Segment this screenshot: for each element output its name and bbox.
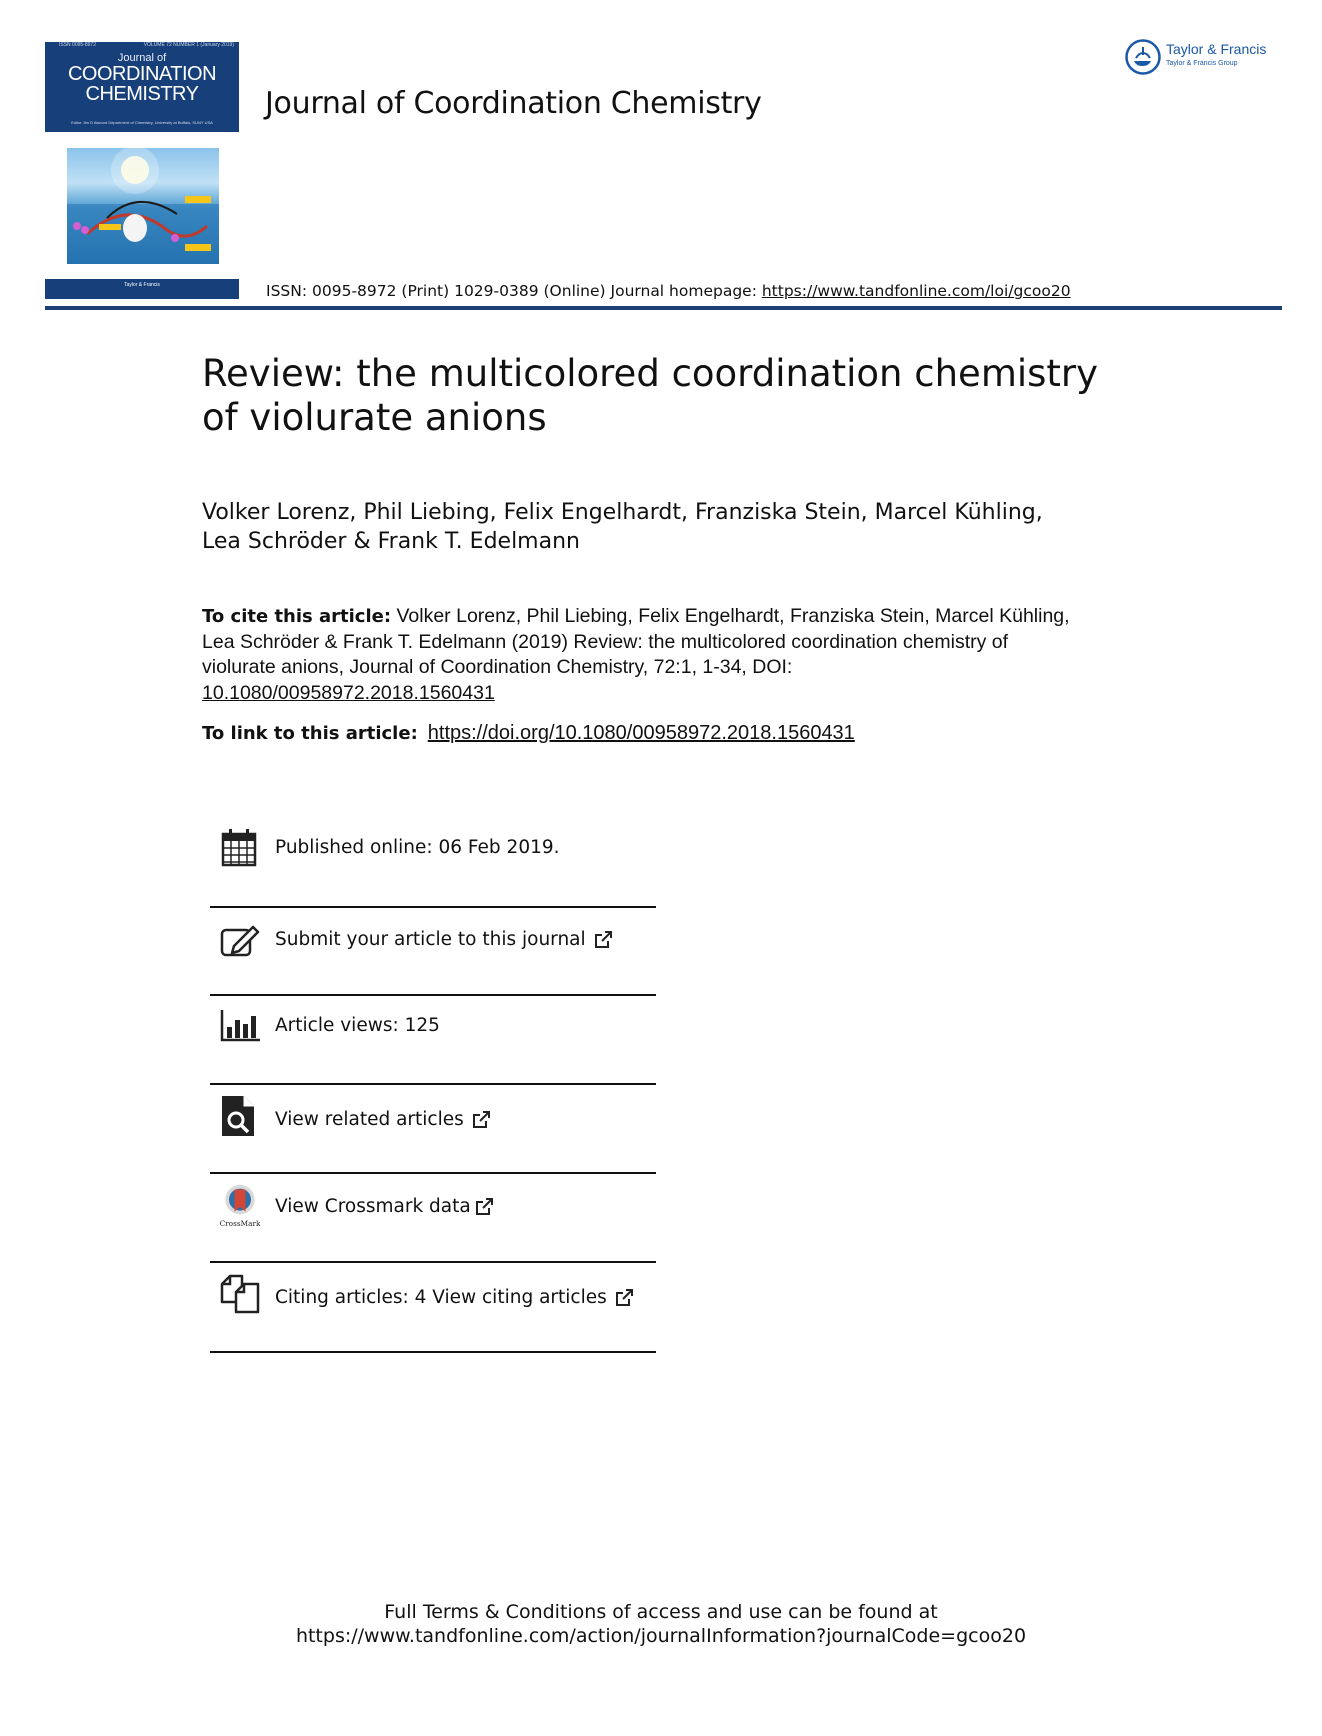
journal-title: Journal of Coordination Chemistry [265,86,762,121]
publisher-logo-icon [1124,38,1162,76]
published-online-item [210,820,656,908]
publisher-group: Taylor & Francis Group [1166,60,1238,67]
related-articles-link[interactable] [275,1109,490,1130]
issn-text: ISSN: 0095-8972 (Print) 1029-0389 (Online) Journal homepage: [266,282,762,300]
article-views-item [210,998,656,1086]
footer-terms [0,1600,1322,1648]
cover-issn: ISSN 0095-8972 [59,42,96,48]
article-authors [202,498,1202,556]
cover-illustration-graphic [67,148,219,264]
info-divider [210,1261,656,1263]
citing-articles-label: Citing articles: 4 View citing articles [275,1287,607,1308]
footer-line-1: Full Terms & Conditions of access and use can be found at [384,1601,938,1623]
crossmark-item[interactable] [210,1176,656,1264]
publisher-name: Taylor & Francis [1166,41,1267,57]
authors-line-1: Volker Lorenz, Phil Liebing, Felix Engelhardt, Franziska Stein, Marcel Kühling, [202,500,1043,525]
edit-icon [220,920,260,964]
external-link-icon [475,1198,493,1216]
article-link-label: To link to this article: [202,723,418,744]
issn-line [266,282,1071,300]
cover-editor: Editor Jim D Atwood Department of Chemistry, University at Buffalo, SUNY USA [71,120,213,125]
submit-article-item[interactable] [210,910,656,998]
header-divider [45,306,1282,310]
submit-article-label: Submit your article to this journal [275,929,586,950]
article-title-line-1: Review: the multicolored coordination chemistry [202,352,1099,395]
info-divider [210,906,656,908]
external-link-icon [615,1289,633,1307]
cover-chemistry: CHEMISTRY [85,83,199,105]
article-title [202,352,1162,440]
crossmark-caption: CrossMark [220,1219,260,1228]
cover-journal-of: Journal of [117,52,167,64]
cover-publisher: Taylor & Francis [124,282,160,288]
citation-doi-link[interactable]: 10.1080/00958972.2018.1560431 [202,681,495,704]
submit-article-link[interactable] [275,929,612,950]
journal-homepage-link[interactable]: https://www.tandfonline.com/loi/gcoo20 [761,282,1071,300]
external-link-icon [594,931,612,949]
crossmark-link[interactable] [275,1196,493,1217]
citing-articles-icon [220,1272,260,1316]
citing-articles-link[interactable] [275,1287,633,1308]
article-title-line-2: of violurate anions [202,396,547,439]
cover-journal-name [45,64,239,104]
article-views-text: Article views: 125 [275,1015,440,1036]
article-doi-link[interactable]: https://doi.org/10.1080/00958972.2018.1560431 [427,722,855,744]
publisher-logo[interactable] [1124,38,1284,78]
cover-coordination: COORDINATION [67,63,217,85]
article-link-row [202,722,855,745]
citation-label: To cite this article: [202,606,392,627]
crossmark-icon [220,1184,260,1228]
journal-cover [45,42,239,299]
document-search-icon [220,1094,260,1138]
calendar-icon [220,826,260,870]
crossmark-label: View Crossmark data [275,1196,471,1217]
citing-articles-item[interactable] [210,1266,656,1354]
cover-volume: VOLUME 72 NUMBER 1 (January 2019) [143,42,234,48]
info-divider [210,1172,656,1174]
related-articles-label: View related articles [275,1109,464,1130]
info-divider [210,1083,656,1085]
authors-line-2: Lea Schröder & Frank T. Edelmann [202,529,580,554]
info-divider [210,994,656,996]
citation-block [202,604,1082,706]
published-online-text: Published online: 06 Feb 2019. [275,837,560,858]
external-link-icon [472,1111,490,1129]
cover-illustration [67,148,219,264]
bar-chart-icon [220,1006,260,1050]
cover-issn-line [59,42,234,48]
info-divider [210,1351,656,1353]
citation-text: Volker Lorenz, Phil Liebing, Felix Engelhardt, Franziska Stein, Marcel Kühling, Lea Schröder & Frank T. Edelmann (2019) Review: the multicolored coordination chemistry of violurate anions, Journal of Coordination Chemistry, 72:1, 1-34, DOI: [202,605,1070,678]
footer-terms-link[interactable]: https://www.tandfonline.com/action/journalInformation?journalCode=gcoo20 [295,1625,1027,1647]
related-articles-item[interactable] [210,1086,656,1174]
